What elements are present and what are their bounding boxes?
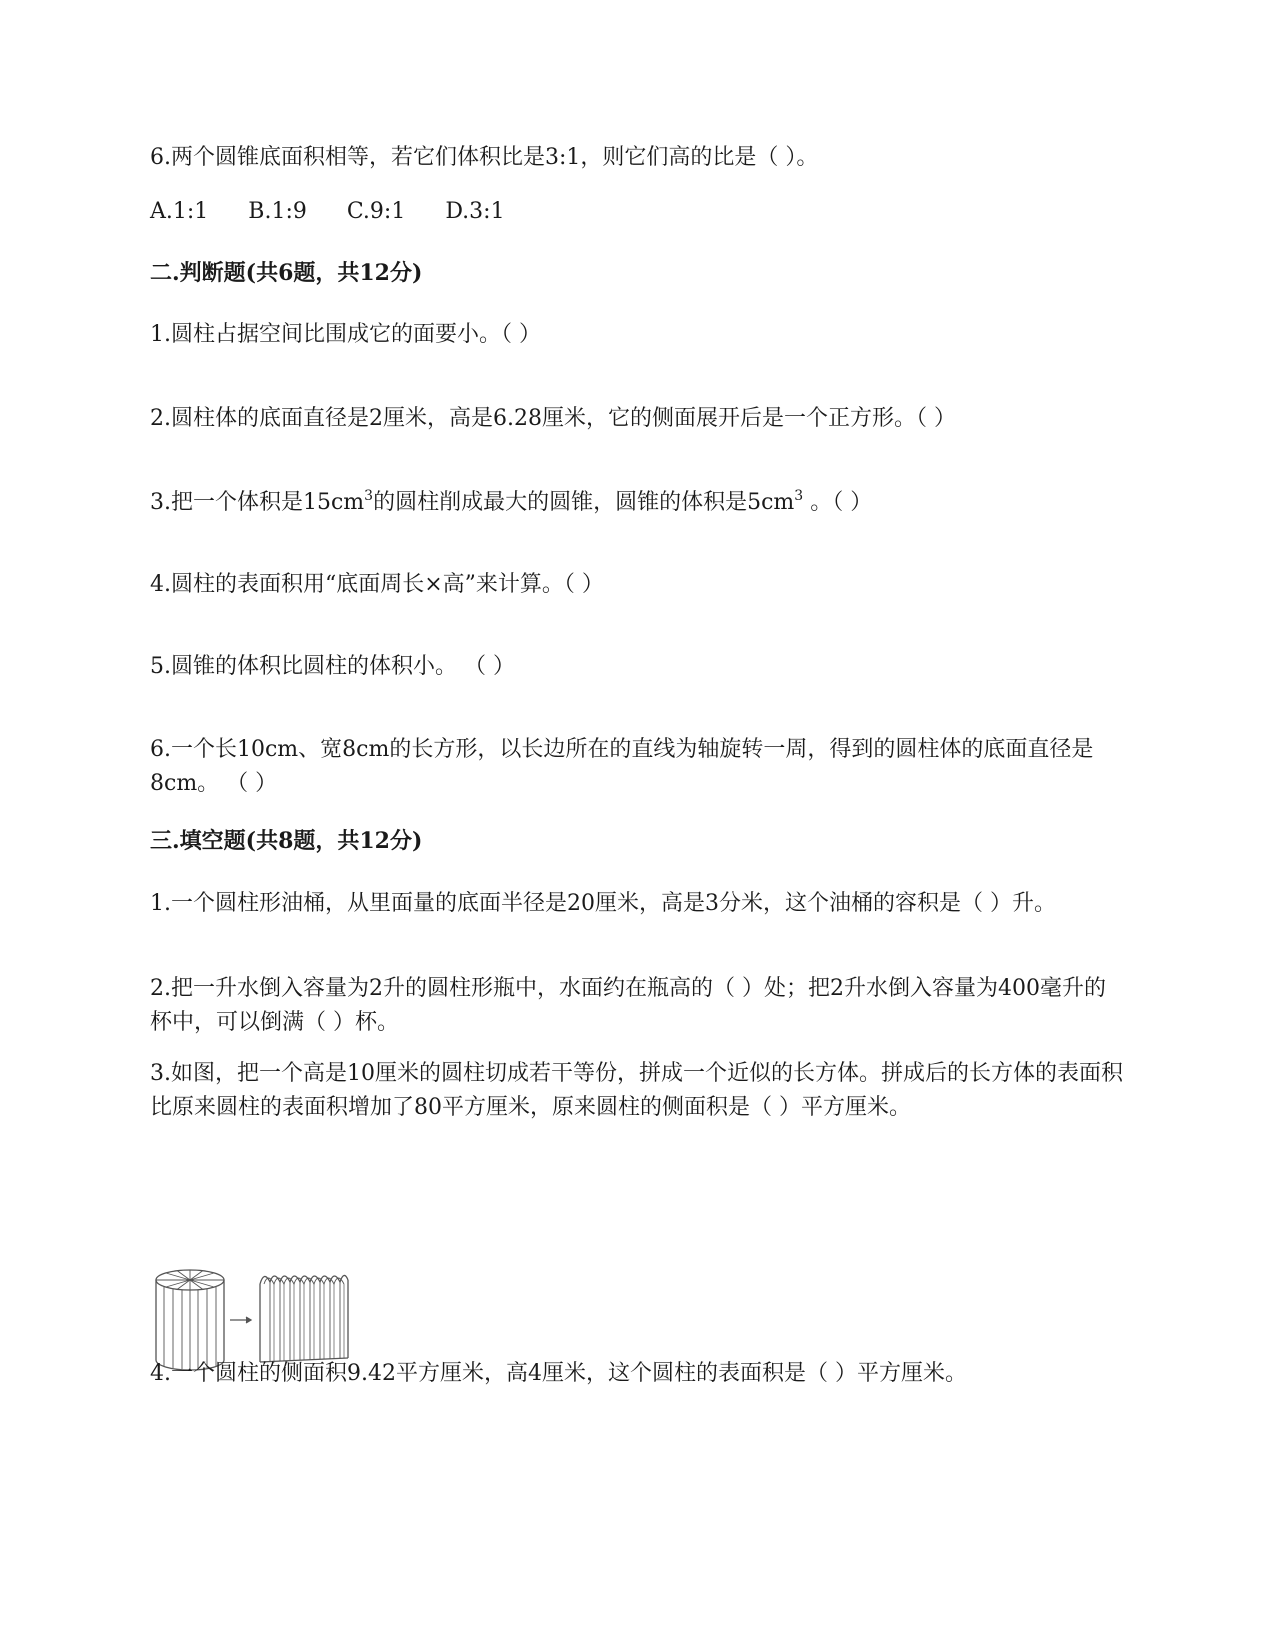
judge-question-6: 6.一个长10cm、宽8cm的长方形，以长边所在的直线为轴旋转一周，得到的圆柱体的底面直径是8cm。 （ ） [150,737,1094,796]
option-d: D.3:1 [445,199,505,224]
judge-question-2: 2.圆柱体的底面直径是2厘米，高是6.28厘米，它的侧面展开后是一个正方形。（ ） [150,406,956,431]
judge-q3-part-c: 。（ ） [803,490,873,515]
judge-question-1: 1.圆柱占据空间比围成它的面要小。（ ） [150,322,541,347]
judge-q3-sup-2: 3 [794,488,804,504]
fill-question-1: 1.一个圆柱形油桶，从里面量的底面半径是20厘米，高是3分米，这个油桶的容积是（ ）升。 [150,891,1056,916]
judge-q3-part-b: 的圆柱削成最大的圆锥，圆锥的体积是5cm [373,490,795,515]
fill-question-3: 3.如图，把一个高是10厘米的圆柱切成若干等份，拼成一个近似的长方体。拼成后的长方体的表面积比原来圆柱的表面积增加了80平方厘米，原来圆柱的侧面积是（ ）平方厘米。 [150,1061,1123,1120]
cuboid-figure [260,1275,348,1362]
judge-q3-part-a: 3.把一个体积是15cm [150,490,365,515]
judge-question-5: 5.圆锥的体积比圆柱的体积小。 （ ） [150,654,515,679]
judge-question-4: 4.圆柱的表面积用“底面周长×高”来计算。（ ） [150,572,604,597]
mc-question-6: 6.两个圆锥底面积相等，若它们体积比是3:1，则它们高的比是（ ）。 [150,145,819,170]
option-c: C.9:1 [346,199,406,224]
option-b: B.1:9 [248,199,307,224]
mc-options [150,195,545,229]
option-a: A.1:1 [150,199,209,224]
fill-question-2: 2.把一升水倒入容量为2升的圆柱形瓶中，水面约在瓶高的（ ）处；把2升水倒入容量为400毫升的杯中，可以倒满（ ）杯。 [150,976,1106,1035]
section-heading-fill: 三.填空题(共8题，共12分) [150,828,423,854]
section-heading-judge: 二.判断题(共6题，共12分) [150,260,423,286]
cylinder-figure [156,1270,224,1370]
judge-q3-sup-1: 3 [364,488,374,504]
arrow-icon [230,1317,251,1323]
fill-question-4: 4.一个圆柱的侧面积9.42平方厘米，高4厘米，这个圆柱的表面积是（ ）平方厘米。 [150,1361,967,1386]
judge-question-3 [150,486,872,520]
